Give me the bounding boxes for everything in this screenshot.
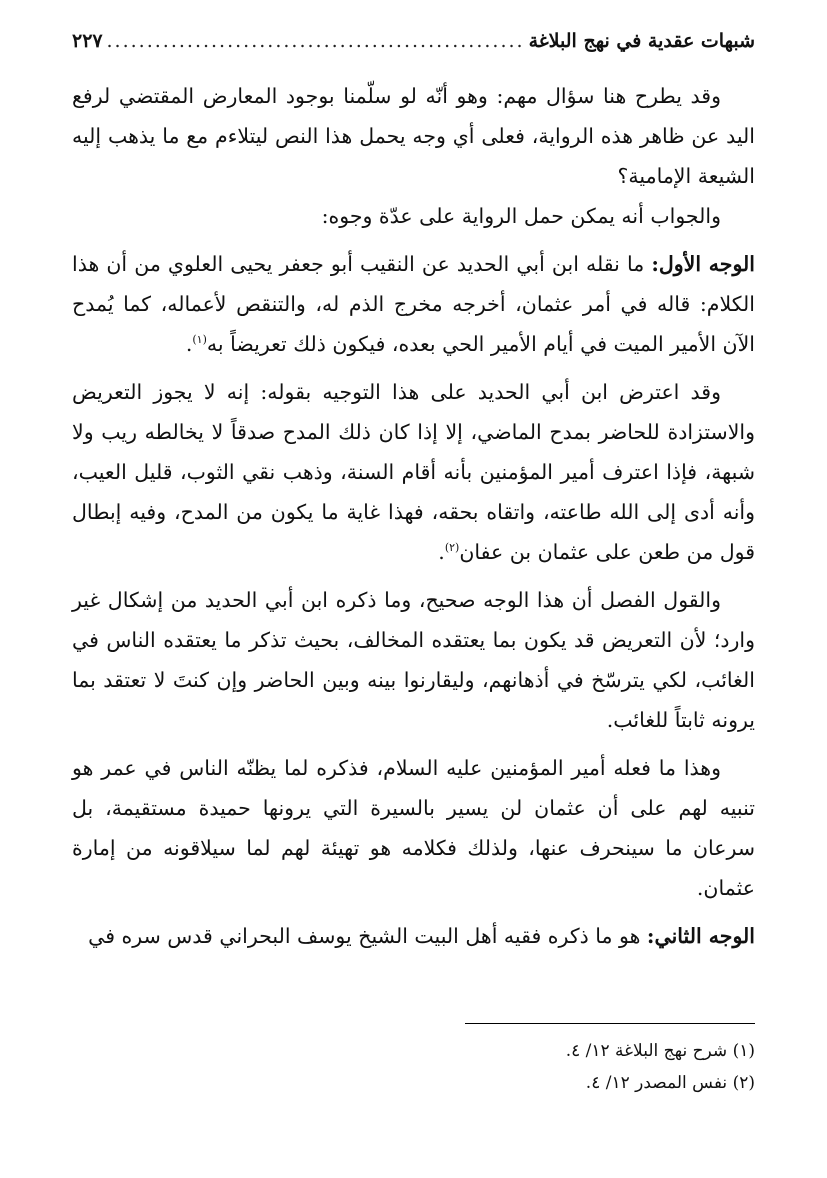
footnote-divider [465,1023,755,1024]
paragraph: وهذا ما فعله أمير المؤمنين عليه السلام، فذكره لما يظنّه الناس في عمر هو تنبيه لهم على أن عثمان لن يسير بالسيرة التي يرونها حميدة مستقيمة، بل سرعان ما سينحرف عنها، ولذلك فكلامه هو تهيئة لهم لما سيلاقونه من إمارة عثمان. [72,756,755,900]
section-lead: الوجه الثاني: [646,924,755,948]
paragraph: الوجه الثاني: هو ما ذكره فقيه أهل البيت الشيخ يوسف البحراني قدس سره في [88,924,755,948]
footnote: (١) شرح نهج البلاغة ١٢/ ٤. [565,1041,755,1061]
paragraph: والجواب أنه يمكن حمل الرواية على عدّة وجوه: [321,204,721,228]
footnote: (٢) نفس المصدر ١٢/ ٤. [585,1073,755,1093]
header-dot-leader [107,30,525,52]
page-number: ٢٢٧ [72,30,103,52]
section-lead: الوجه الأول: [651,252,755,276]
paragraph: وقد اعترض ابن أبي الحديد على هذا التوجيه بقوله: إنه لا يجوز التعريض والاستزادة للحاضر بمدح الماضي، إلا إذا كان ذلك المدح صدقاً لا يخالطه ريب ولا شبهة، فإذا اعترف أمير المؤمنين بأنه أقام السنة، وذهب نقي الثوب، قليل العيب، وأنه أدى إلى الله طاعته، واتقاه بحقه، فهذا غاية ما يكون من المدح، وفيه إبطال قول من طعن على عثمان بن عفان$^{(٢)}$. [72,380,755,564]
footnotes [72,1035,755,1099]
paragraph: والقول الفصل أن هذا الوجه صحيح، وما ذكره ابن أبي الحديد من إشكال غير وارد؛ لأن التعريض قد يكون بما يعتقده المخالف، بحيث تذكر ما يعتقده الناس في الغائب، لكي يترسّخ في أذهانهم، وليقارنوا بينه وبين الحاضر وإن كنتَ لا تعتقد بما يرونه ثابتاً للغائب. [72,588,755,732]
paragraph: الوجه الأول: ما نقله ابن أبي الحديد عن النقيب أبو جعفر يحيى العلوي من أن هذا الكلام: قاله في أمر عثمان، أخرجه مخرج الذم له، والتنقص لأعماله، كما يُمدح الآن الأمير الميت في أيام الأمير الحي بعده، فيكون ذلك تعريضاً به$^{(١)}$. [72,252,755,356]
running-header [72,30,755,62]
footnote-ref: (٢) [444,541,460,555]
header-title: شبهات عقدية في نهج البلاغة [528,30,755,52]
paragraph: وقد يطرح هنا سؤال مهم: وهو أنّه لو سلّمنا بوجود المعارض المقتضي لرفع اليد عن ظاهر هذه الرواية، فعلى أي وجه يحمل هذا النص ليتلاءم مع ما يذهب إليه الشيعة الإمامية؟ [72,84,755,188]
body-text [72,76,755,956]
footnote-ref: (١) [192,333,207,347]
